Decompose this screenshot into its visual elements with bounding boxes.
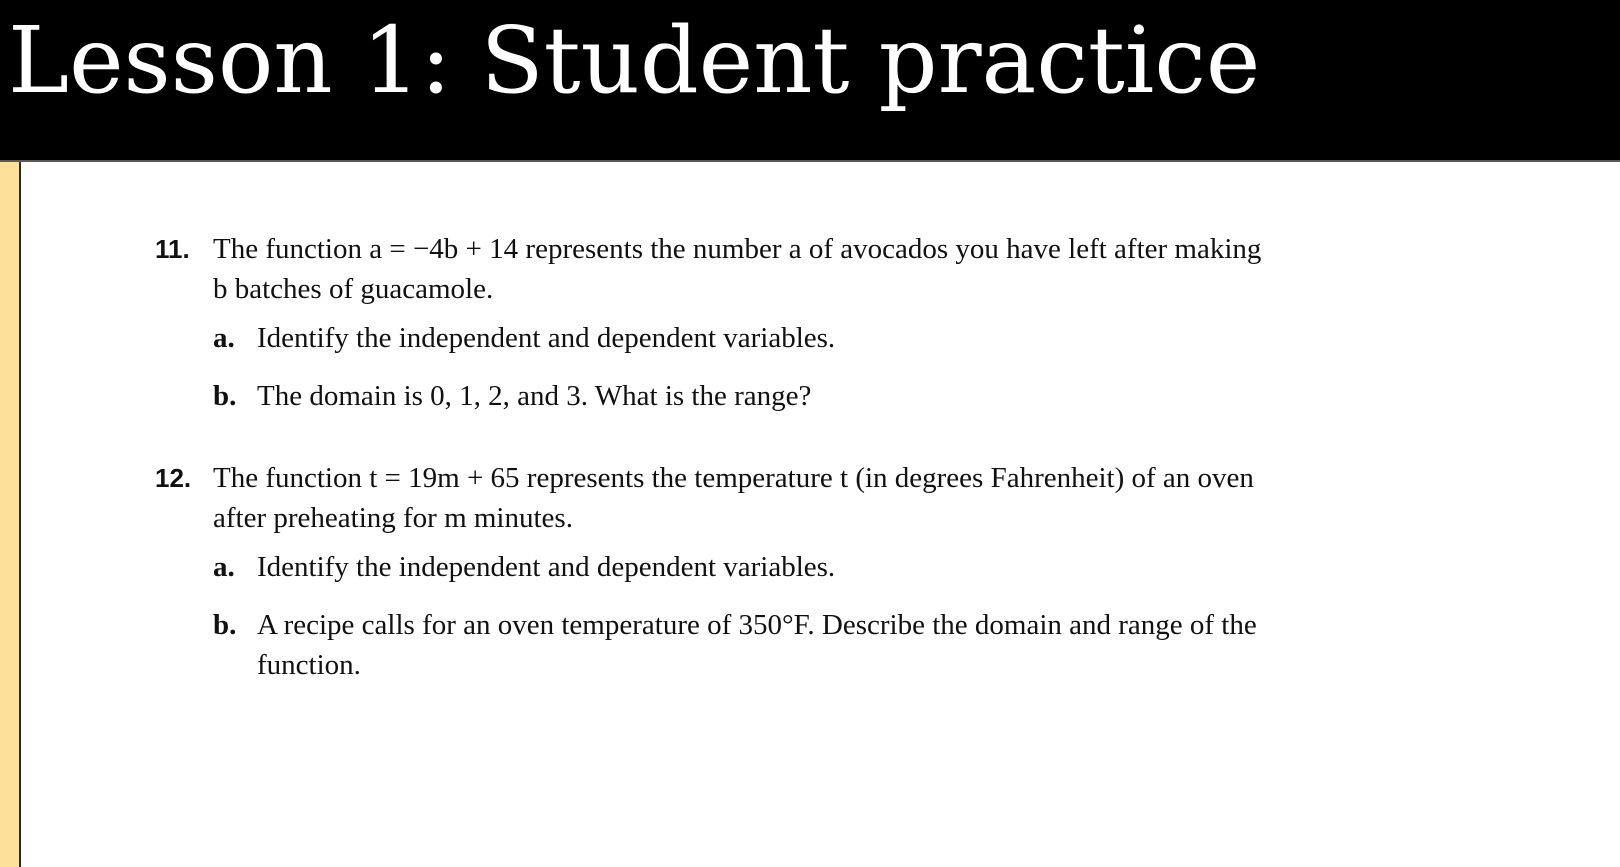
part-letter: a. [213,551,235,583]
part-letter: b. [213,609,237,641]
part-text: Identify the independent and dependent variables. [257,551,836,583]
part-letter: a. [213,322,235,354]
problem-text: The function a = −4b + 14 represents the number a of avocados you have left after making b batches of guacamole. [213,233,1262,305]
side-accent-stripe [0,162,21,867]
slide-content [0,162,1620,867]
slide-header [0,0,1620,162]
slide-title: Lesson 1: Student practice [8,7,1261,114]
problem-text: The function t = 19m + 65 represents the temperature t (in degrees Fahrenheit) of an oven after preheating for m minutes. [213,462,1254,534]
part-text: The domain is 0, 1, 2, and 3. What is the range? [257,380,812,412]
part-letter: b. [213,380,237,412]
problem-number: 12. [155,463,192,493]
part-text: A recipe calls for an oven temperature of 350°F. Describe the domain and range of the function. [257,609,1257,681]
part-text: Identify the independent and dependent variables. [257,322,836,354]
problem-number: 11. [155,234,190,264]
